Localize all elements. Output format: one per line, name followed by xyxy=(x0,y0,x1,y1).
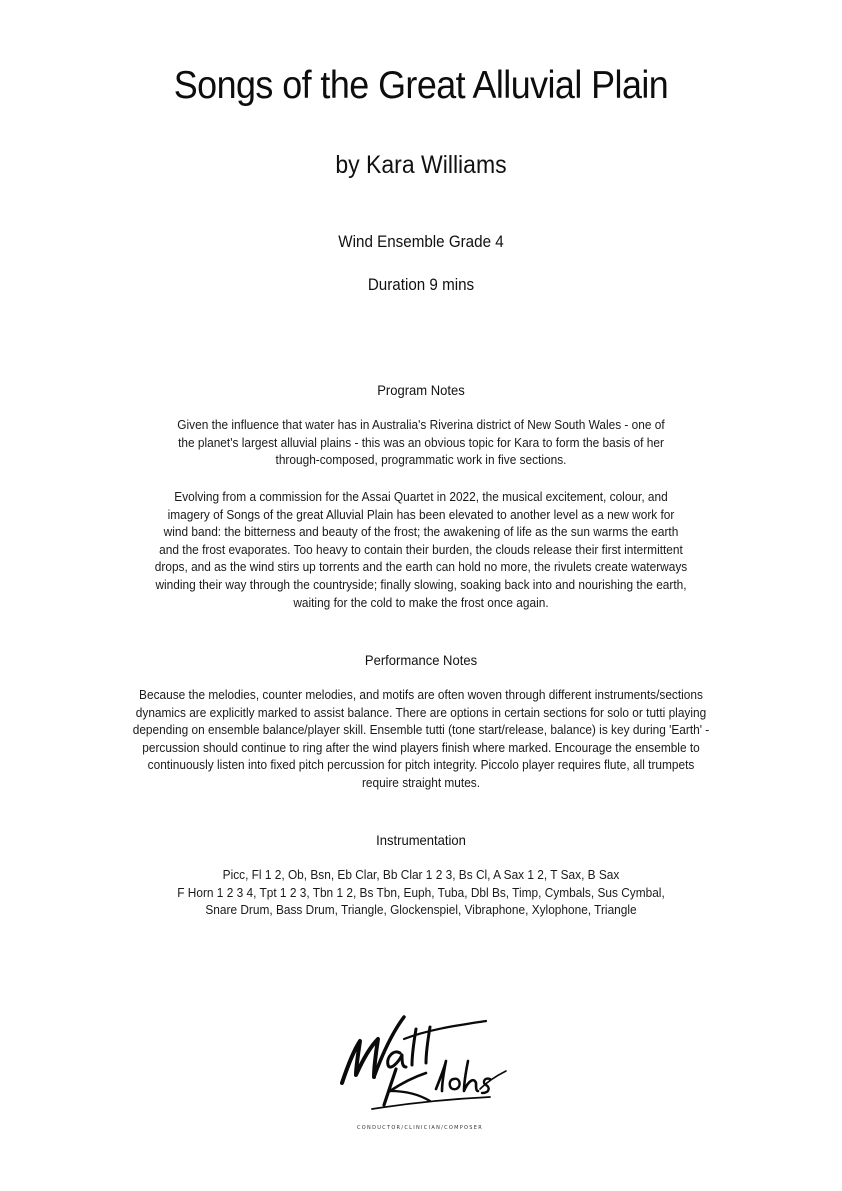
text-line: F Horn 1 2 3 4, Tpt 1 2 3, Tbn 1 2, Bs Tbn, Euph, Tuba, Dbl Bs, Timp, Cymbals, Sus Cymbal, xyxy=(177,884,665,900)
instrumentation-heading: Instrumentation xyxy=(376,832,466,848)
text-line: winding their way through the countryside; finally slowing, soaking back into and nourishing the earth, xyxy=(155,576,687,592)
program-notes-paragraph-1 xyxy=(42,416,800,469)
text-line: percussion should continue to ring after the wind players finish where marked. Encourage the ensemble to xyxy=(142,739,700,755)
program-notes-paragraph-2 xyxy=(42,488,800,611)
matt-klohs-signature-icon xyxy=(330,1005,510,1115)
composer-byline: by Kara Williams xyxy=(335,151,507,179)
program-notes-heading: Program Notes xyxy=(377,382,465,398)
text-line: Evolving from a commission for the Assai Quartet in 2022, the musical excitement, colour, and xyxy=(174,489,668,504)
performance-notes-paragraph xyxy=(42,686,800,792)
text-line: the planet's largest alluvial plains - this was an obvious topic for Kara to form the basis of her xyxy=(178,434,664,450)
text-line: Given the influence that water has in Australia's Riverina district of New South Wales - one of xyxy=(177,417,665,432)
performance-notes-heading: Performance Notes xyxy=(364,652,478,668)
text-line: Because the melodies, counter melodies, and motifs are often woven through different instruments/sections xyxy=(139,687,703,702)
text-line: and the frost evaporates. Too heavy to contain their burden, the clouds release their first intermittent xyxy=(159,541,683,557)
logo-tagline: CONDUCTOR/CLINICIAN/COMPOSER xyxy=(357,1125,483,1131)
text-line: Snare Drum, Bass Drum, Triangle, Glockenspiel, Vibraphone, Xylophone, Triangle xyxy=(205,902,637,918)
text-line: depending on ensemble balance/player skill. Ensemble tutti (tone start/release, balance) is key during 'Earth' - xyxy=(132,722,710,738)
ensemble-grade: Wind Ensemble Grade 4 xyxy=(338,233,504,251)
instrumentation-list xyxy=(42,866,800,919)
text-line: Picc, Fl 1 2, Ob, Bsn, Eb Clar, Bb Clar 1 2 3, Bs Cl, A Sax 1 2, T Sax, B Sax xyxy=(222,867,620,882)
text-line: wind band: the bitterness and beauty of the frost; the awakening of life as the sun warms the earth xyxy=(163,524,679,540)
text-line: through-composed, programmatic work in five sections. xyxy=(275,452,567,468)
text-line: waiting for the cold to make the frost once again. xyxy=(293,594,549,610)
text-line: drops, and as the wind stirs up torrents and the earth can hold no more, the rivulets create waterways xyxy=(154,559,688,575)
text-line: dynamics are explicitly marked to assist balance. There are options in certain sections for solo or tutti playing xyxy=(135,704,707,720)
text-line: require straight mutes. xyxy=(361,774,481,790)
duration: Duration 9 mins xyxy=(367,276,475,294)
text-line: imagery of Songs of the great Alluvial Plain has been elevated to another level as a new work for xyxy=(167,506,675,522)
text-line: continuously listen into fixed pitch percussion for pitch integrity. Piccolo player requires flute, all trumpets xyxy=(147,757,695,773)
page-title: Songs of the Great Alluvial Plain xyxy=(173,64,669,107)
